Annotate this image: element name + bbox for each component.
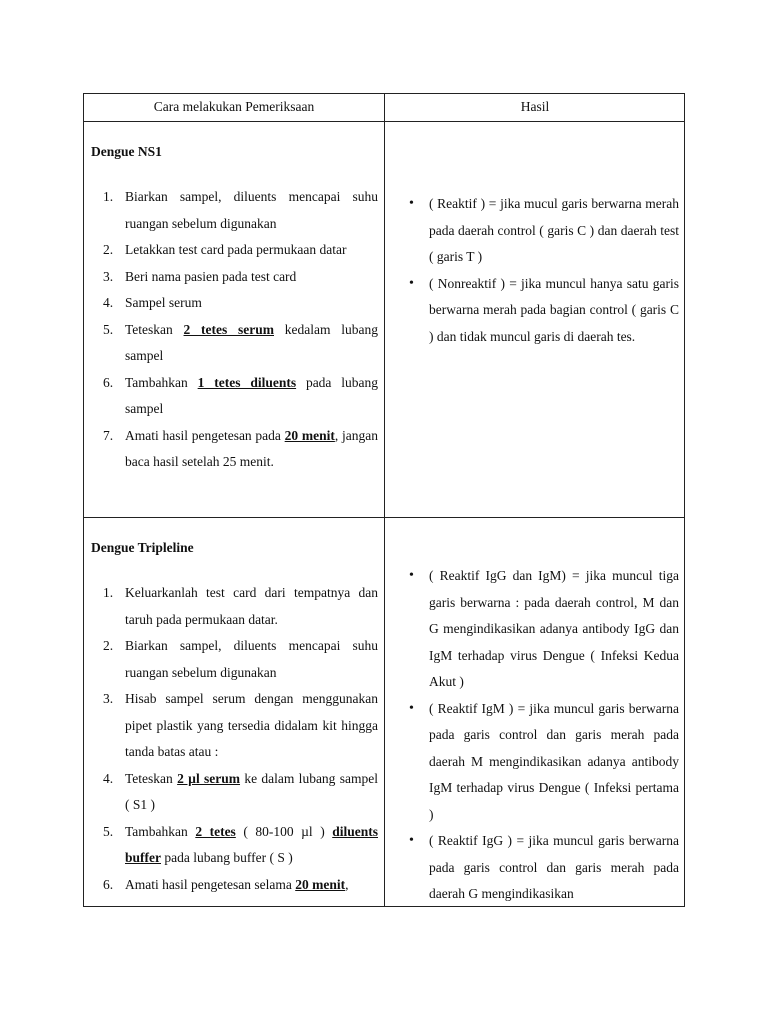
ns1-title: Dengue NS1 (91, 144, 162, 159)
step-item (91, 423, 378, 476)
step-text: Hisab sampel serum dengan menggunakan pipet plastik yang tersedia didalam kit hingga tanda batas atau : (125, 691, 378, 759)
step-number: 1. (103, 585, 114, 600)
step-number: 3. (103, 268, 114, 284)
header-hasil: Hasil (520, 99, 550, 114)
result-item: • ( Nonreaktif ) = jika muncul hanya satu garis berwarna merah pada bagian control ( garis C ) dan tidak muncul garis di daerah tes. (385, 271, 685, 351)
tripleline-steps (91, 580, 378, 898)
step-item (91, 580, 378, 633)
step-text: Biarkan sampel, diluents mencapai suhu ruangan sebelum digunakan (125, 189, 378, 231)
step-text: Tambahkan (125, 823, 196, 839)
ns1-steps (91, 184, 378, 476)
step-text: Sampel serum (125, 295, 202, 310)
step-item (91, 633, 378, 686)
step-item (91, 686, 378, 766)
tripleline-procedure-cell (84, 540, 384, 898)
step-text: pada lubang sampel (125, 374, 379, 416)
step-item (91, 264, 378, 291)
step-text: Teteskan (125, 770, 178, 786)
ns1-results (385, 191, 685, 350)
tripleline-result-cell (385, 563, 685, 907)
step-text: Keluarkanlah test card dari tempatnya dan taruh pada permukaan datar. (125, 585, 378, 627)
step-text: , jangan baca hasil setelah 25 menit. (125, 427, 378, 469)
step-number: 7. (103, 427, 114, 443)
tripleline-title: Dengue Tripleline (91, 540, 194, 555)
step-text: ( 80-100 µl ) (235, 823, 333, 839)
emphasis-text: diluents buffer (125, 823, 378, 865)
result-item: • ( Reaktif ) = jika mucul garis berwarna merah pada daerah control ( garis C ) dan daerah test ( garis T ) (385, 191, 685, 271)
step-number: 5. (103, 321, 114, 337)
step-item (91, 819, 378, 872)
step-number: 4. (103, 295, 114, 310)
result-item: • ( Reaktif IgG dan IgM) = jika muncul tiga garis berwarna : pada daerah control, M dan G mengindikasikan adanya antibody IgG dan IgM terhadap virus Dengue ( Infeksi Kedua Akut ) (385, 563, 685, 696)
step-item (91, 290, 378, 317)
step-number: 3. (103, 691, 114, 706)
step-text: Letakkan test card pada permukaan datar (125, 242, 347, 257)
step-number: 5. (103, 823, 114, 839)
step-text: kedalam lubang sampel (125, 321, 378, 363)
step-item (91, 872, 378, 899)
emphasis-text: 2 tetes (195, 823, 236, 839)
step-text: Teteskan (125, 321, 184, 337)
procedure-table (83, 93, 685, 907)
header-cara: Cara melakukan Pemeriksaan (153, 99, 315, 114)
step-text: , (345, 876, 349, 892)
step-number: 6. (103, 374, 114, 390)
step-number: 1. (103, 189, 114, 204)
emphasis-text: 20 menit (284, 427, 335, 443)
step-item (91, 766, 378, 819)
step-item (91, 184, 378, 237)
step-number: 6. (103, 876, 114, 892)
result-item: • ( Reaktif IgG ) = jika muncul garis berwarna pada garis control dan garis merah pada daerah G mengindikasikan (385, 828, 685, 907)
tripleline-results (385, 563, 685, 907)
result-item: • ( Reaktif IgM ) = jika muncul garis berwarna pada garis control dan garis merah pada daerah M mengindikasikan adanya antibody IgM terhadap virus Dengue ( Infeksi pertama ) (385, 696, 685, 829)
step-text: Amati hasil pengetesan selama (125, 876, 296, 892)
step-text: Beri nama pasien pada test card (125, 268, 297, 284)
step-item (91, 317, 378, 370)
step-item (91, 370, 378, 423)
ns1-procedure-cell (84, 144, 384, 476)
step-item (91, 237, 378, 264)
step-text: Amati hasil pengetesan pada (125, 427, 285, 443)
row-divider (84, 517, 684, 518)
step-text: ke dalam lubang sampel ( S1 ) (125, 770, 378, 812)
emphasis-text: 1 tetes diluents (197, 374, 297, 390)
step-number: 2. (103, 242, 114, 257)
emphasis-text: 2 µl serum (177, 770, 241, 786)
step-text: pada lubang buffer ( S ) (161, 850, 293, 865)
ns1-result-cell (385, 191, 685, 350)
emphasis-text: 2 tetes serum (183, 321, 274, 337)
emphasis-text: 20 menit (295, 876, 346, 892)
step-text: Tambahkan (125, 374, 198, 390)
step-number: 2. (103, 638, 114, 653)
step-number: 4. (103, 770, 114, 786)
step-text: Biarkan sampel, diluents mencapai suhu ruangan sebelum digunakan (125, 638, 378, 680)
